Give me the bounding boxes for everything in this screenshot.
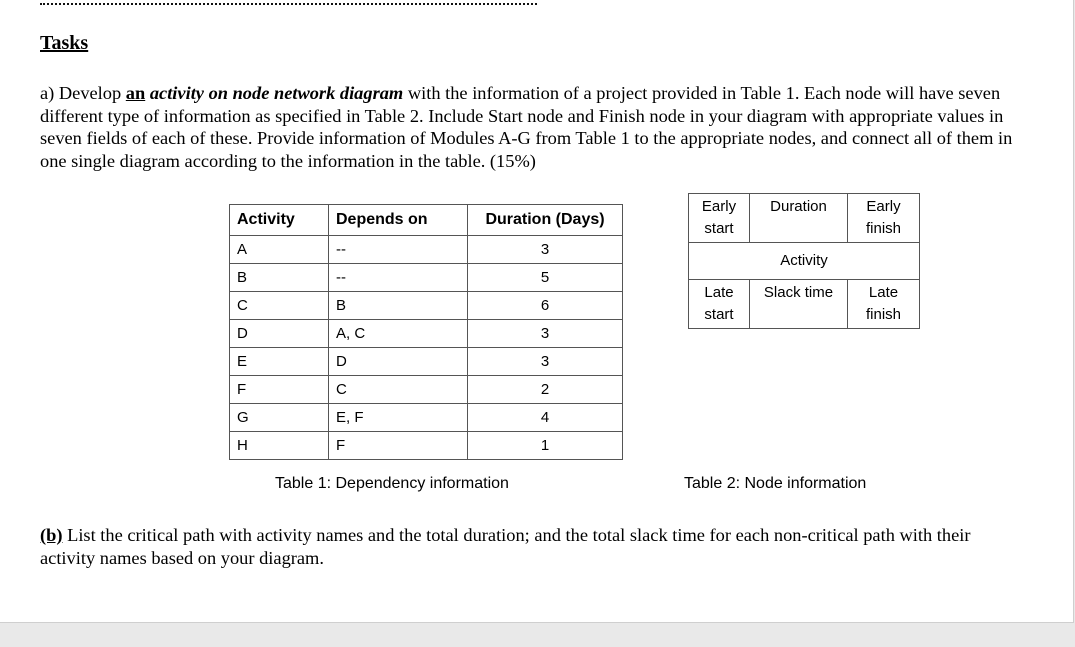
task-a-emphasis-an: an — [125, 83, 146, 103]
task-a-emphasis-diagram: activity on node network diagram — [149, 83, 404, 103]
cell-depends-on: F — [329, 432, 468, 460]
cell-activity: C — [230, 292, 329, 320]
header-duration: Duration (Days) — [468, 205, 623, 236]
node-middle-row — [689, 243, 920, 280]
cell-depends-on: C — [329, 376, 468, 404]
table2-caption: Table 2: Node information — [684, 475, 867, 492]
late-start-field: Late start — [689, 280, 750, 329]
cell-duration: 2 — [468, 376, 623, 404]
table-row — [230, 320, 623, 348]
table-row — [230, 376, 623, 404]
cell-duration: 3 — [468, 236, 623, 264]
task-b-line-2: activity names based on your diagram. — [40, 547, 324, 568]
header-activity: Activity — [230, 205, 329, 236]
node-template-table — [688, 193, 920, 329]
cell-activity: G — [230, 404, 329, 432]
duration-field: Duration — [750, 194, 848, 243]
cell-duration: 4 — [468, 404, 623, 432]
cell-activity: D — [230, 320, 329, 348]
cell-activity: E — [230, 348, 329, 376]
slack-time-field: Slack time — [750, 280, 848, 329]
early-finish-field: Early finish — [848, 194, 920, 243]
cell-activity: H — [230, 432, 329, 460]
task-a-text-2: with the information of a project provided in Table 1. Each node will have seven different type of information as specified in Table 2. Include Start node and Finish node in your diagram with appropriate values in seven fields of each of these. Provide information of Modules A-G from Table 1 to the appropriate nodes, and connect all of them in one single diagram according to the information in the table. (15%) — [40, 83, 1013, 171]
cell-depends-on: A, C — [329, 320, 468, 348]
cell-duration: 3 — [468, 320, 623, 348]
cell-duration: 1 — [468, 432, 623, 460]
task-a-text-1: a) Develop — [40, 83, 126, 103]
dependency-table-header-row — [230, 205, 623, 236]
activity-field: Activity — [689, 243, 920, 280]
header-depends-on: Depends on — [329, 205, 468, 236]
cell-activity: B — [230, 264, 329, 292]
cell-depends-on: -- — [329, 264, 468, 292]
task-b-line-1: List the critical path with activity names and the total duration; and the total slack time for each non-critical path with their — [62, 525, 971, 545]
table-row — [230, 264, 623, 292]
task-b-paragraph — [40, 524, 1073, 569]
cell-activity: F — [230, 376, 329, 404]
name-line-dots — [40, 0, 537, 5]
table-row — [230, 348, 623, 376]
node-bottom-row — [689, 280, 920, 329]
table-row — [230, 404, 623, 432]
node-top-row — [689, 194, 920, 243]
cell-duration: 6 — [468, 292, 623, 320]
table-row — [230, 292, 623, 320]
cell-duration: 5 — [468, 264, 623, 292]
cell-duration: 3 — [468, 348, 623, 376]
task-a-paragraph — [40, 82, 1040, 172]
dependency-table — [229, 204, 623, 460]
cell-depends-on: -- — [329, 236, 468, 264]
late-finish-field: Late finish — [848, 280, 920, 329]
cell-activity: A — [230, 236, 329, 264]
early-start-field: Early start — [689, 194, 750, 243]
section-heading: Tasks — [40, 32, 89, 54]
table-row — [230, 432, 623, 460]
task-b-label: (b) — [40, 525, 63, 545]
cell-depends-on: E, F — [329, 404, 468, 432]
cell-depends-on: D — [329, 348, 468, 376]
table-row — [230, 236, 623, 264]
cell-depends-on: B — [329, 292, 468, 320]
table1-caption: Table 1: Dependency information — [275, 475, 509, 492]
